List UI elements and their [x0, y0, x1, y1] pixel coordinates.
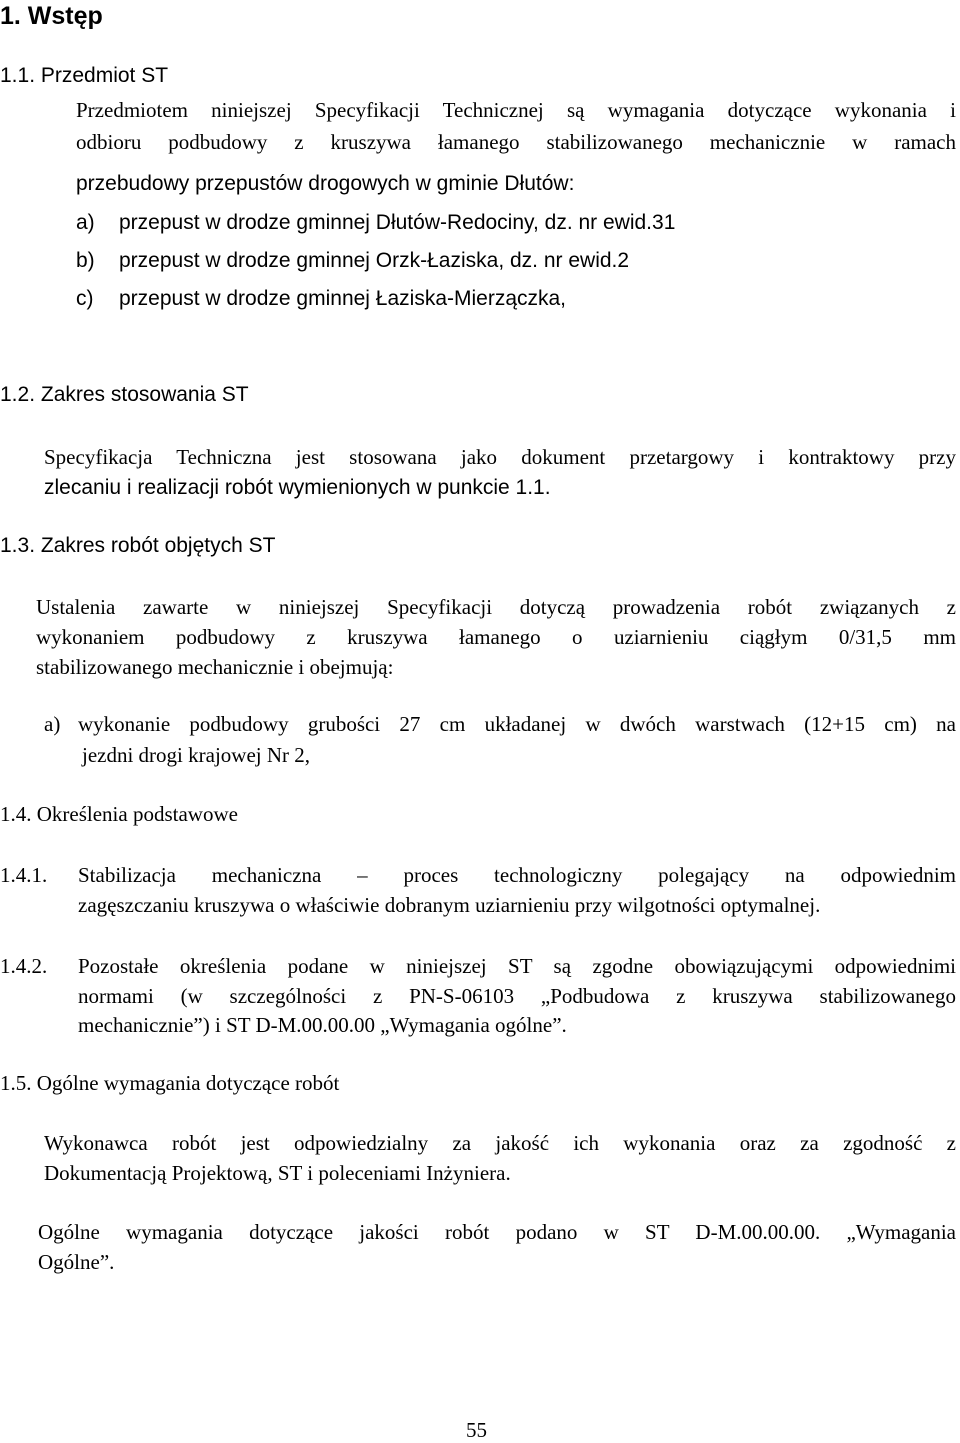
section-1-5-line: Dokumentacją Projektową, ST i poleceniami Inżyniera.	[44, 1161, 511, 1185]
section-1-5-line: Wykonawca robót jest odpowiedzialny za jakość ich wykonania oraz za zgodność z	[44, 1131, 956, 1155]
section-1-3-line: stabilizowanego mechanicznie i obejmują:	[36, 655, 394, 679]
definition-line: mechanicznie”) i ST D-M.00.00.00 „Wymagania ogólne”.	[78, 1013, 567, 1037]
section-1-1-line: Przedmiotem niniejszej Specyfikacji Technicznej są wymagania dotyczące wykonania i	[76, 98, 956, 122]
definition-line: zagęszczaniu kruszywa o właściwie dobranym uziarnieniu przy wilgotności optymalnej.	[78, 893, 821, 917]
list-marker: a)	[44, 712, 61, 736]
section-1-3-line: wykonaniem podbudowy z kruszywa łamanego o uziarnieniu ciągłym 0/31,5 mm	[36, 625, 956, 649]
section-1-2-title: 1.2. Zakres stosowania ST	[0, 383, 249, 406]
page-number: 55	[466, 1418, 487, 1442]
section-1-2-line: zlecaniu i realizacji robót wymienionych w punkcie 1.1.	[44, 476, 551, 499]
page-heading: 1. Wstęp	[0, 2, 103, 30]
list-item: przepust w drodze gminnej Orzk-Łaziska, dz. nr ewid.2	[119, 249, 630, 272]
list-marker: b)	[76, 249, 95, 272]
definition-line: normami (w szczególności z PN-S-06103 „Podbudowa z kruszywa stabilizowanego	[78, 984, 956, 1008]
definition-number: 1.4.1.	[0, 863, 48, 887]
definition-line: Pozostałe określenia podane w niniejszej ST są zgodne obowiązującymi odpowiednimi	[78, 954, 956, 978]
list-marker: a)	[76, 211, 95, 234]
section-1-1-line: przebudowy przepustów drogowych w gminie Dłutów:	[76, 172, 575, 195]
section-1-2-line: Specyfikacja Techniczna jest stosowana jako dokument przetargowy i kontraktowy przy	[44, 445, 956, 469]
section-1-1-line: odbioru podbudowy z kruszywa łamanego stabilizowanego mechanicznie w ramach	[76, 130, 956, 154]
list-item: przepust w drodze gminnej Łaziska-Mierzączka,	[119, 287, 567, 310]
list-item: jezdni drogi krajowej Nr 2,	[82, 743, 311, 767]
definition-number: 1.4.2.	[0, 954, 48, 978]
list-marker: c)	[76, 287, 94, 310]
section-1-3-line: Ustalenia zawarte w niniejszej Specyfikacji dotyczą prowadzenia robót związanych z	[36, 595, 956, 619]
list-item: wykonanie podbudowy grubości 27 cm układanej w dwóch warstwach (12+15 cm) na	[78, 712, 956, 736]
list-item: przepust w drodze gminnej Dłutów-Redociny, dz. nr ewid.31	[119, 211, 676, 234]
section-1-5-line: Ogólne wymagania dotyczące jakości robót podano w ST D-M.00.00.00. „Wymagania	[38, 1220, 956, 1244]
section-1-1-title: 1.1. Przedmiot ST	[0, 64, 169, 87]
definition-line: Stabilizacja mechaniczna – proces technologiczny polegający na odpowiednim	[78, 863, 956, 887]
section-1-4-title: 1.4. Określenia podstawowe	[0, 802, 238, 826]
section-1-3-title: 1.3. Zakres robót objętych ST	[0, 534, 276, 557]
section-1-5-line: Ogólne”.	[38, 1250, 115, 1274]
section-1-5-title: 1.5. Ogólne wymagania dotyczące robót	[0, 1071, 340, 1095]
